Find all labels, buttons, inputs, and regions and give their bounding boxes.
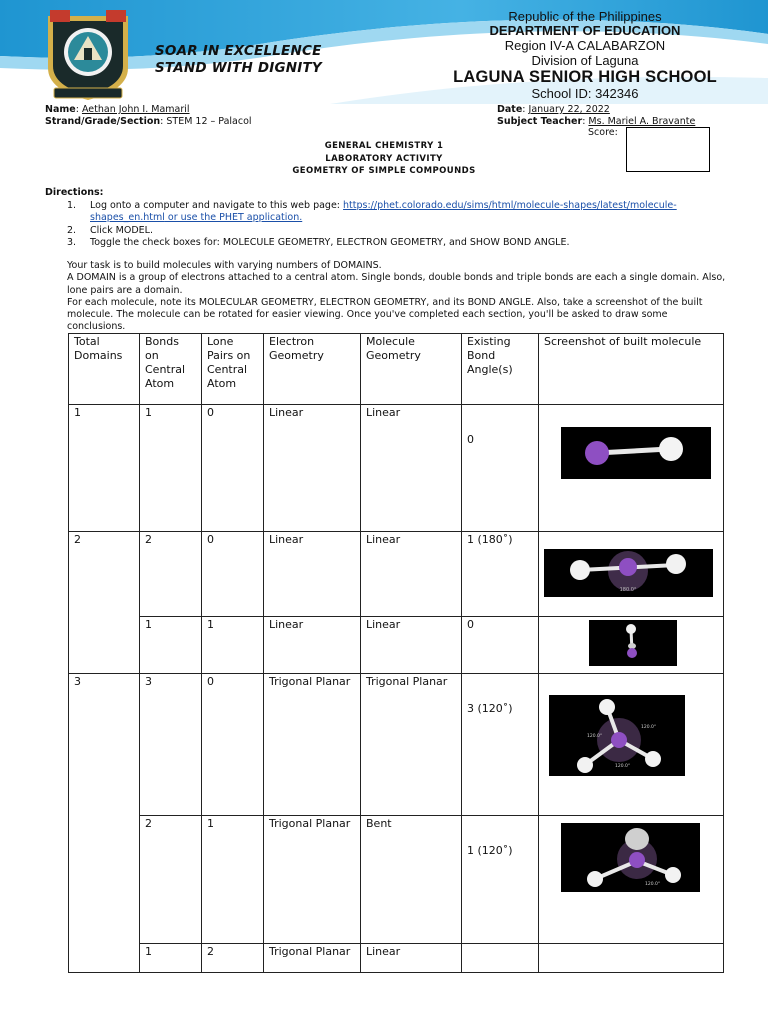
intro-text (67, 260, 727, 334)
title-line-1: GENERAL CHEMISTRY 1 (324, 141, 444, 151)
step1-text: Log onto a computer and navigate to this web page: (90, 199, 344, 211)
angle-value: 1 (180˚) (467, 533, 513, 546)
cell-screenshot (539, 944, 724, 973)
cell-angle (462, 944, 539, 973)
molecule-screenshot-3 (589, 620, 677, 666)
step1-suffix: or use the PHET application. (164, 212, 303, 223)
direction-step-1: 1. Log onto a computer and navigate to this web page: https://phet.colorado.edu/sims/html/molecule-shapes/latest/molecule-shapes_en.html or use the PHET application. (67, 199, 677, 223)
cell-screenshot (539, 405, 724, 532)
title-line-3: GEOMETRY OF SIMPLE COMPOUNDS (292, 166, 476, 176)
department-label: DEPARTMENT OF EDUCATION (489, 23, 681, 38)
name-label: Name (45, 104, 76, 115)
cell-electron: Trigonal Planar (264, 816, 361, 944)
step2-text: Click MODEL. (90, 224, 153, 236)
table-row (69, 674, 724, 816)
cell-electron: Trigonal Planar (264, 944, 361, 973)
teacher-line: Subject Teacher: Ms. Mariel A. Bravante (497, 116, 696, 127)
letterhead (0, 0, 768, 104)
cell-molecule: Linear (361, 405, 462, 532)
table-row (69, 532, 724, 617)
table-row (69, 617, 724, 674)
strand-label: Strand/Grade/Section (45, 116, 161, 127)
school-motto (155, 43, 322, 77)
cell-electron: Linear (264, 532, 361, 617)
directions-heading: Directions (45, 187, 100, 198)
angle-annotation: 120.0° (615, 764, 631, 769)
cell-molecule: Linear (361, 944, 462, 973)
intro-p1: Your task is to build molecules with varying numbers of DOMAINS. (67, 260, 382, 271)
direction-step-2: 2. Click MODEL. (67, 224, 153, 236)
cell-lone: 0 (202, 405, 264, 532)
molecule-screenshot-5 (561, 823, 700, 892)
cell-domains: 1 (69, 405, 140, 532)
angle-value: 1 (120˚) (467, 844, 513, 857)
molecule-screenshot-2 (544, 549, 713, 597)
name-value: Aethan John I. Mamaril (81, 104, 190, 115)
date-label: Date (497, 104, 523, 115)
cell-angle (462, 532, 539, 617)
score-label: Score: (588, 127, 618, 138)
cell-screenshot (539, 617, 724, 674)
header-electron-geometry: Electron Geometry (264, 334, 361, 405)
molecule-screenshot-1 (561, 427, 711, 479)
cell-lone: 2 (202, 944, 264, 973)
date-line: Date: January 22, 2022 (497, 104, 610, 115)
cell-angle (462, 816, 539, 944)
intro-p2: A DOMAIN is a group of electrons attached to a central atom. Single bonds, double bonds and triple bonds are each a single domain. Also, lone pairs are a domain. (67, 272, 726, 296)
cell-lone: 1 (202, 617, 264, 674)
name-line: Name: Aethan John I. Mamaril (45, 104, 190, 115)
angle-annotation: 180.0° (619, 587, 637, 593)
cell-angle (462, 617, 539, 674)
school-id: School ID: 342346 (531, 86, 639, 101)
angle-value: 3 (120˚) (467, 702, 513, 715)
header-bond-angle: Existing Bond Angle(s) (462, 334, 539, 405)
directions-list (45, 200, 735, 250)
strand-line: Strand/Grade/Section: STEM 12 – Palacol (45, 116, 252, 127)
cell-bonds: 1 (140, 944, 202, 973)
school-name: LAGUNA SENIOR HIGH SCHOOL (453, 68, 717, 86)
header-lone-pairs: Lone Pairs on Central Atom (202, 334, 264, 405)
table-row (69, 944, 724, 973)
step3-text: Toggle the check boxes for: MOLECULE GEOMETRY, ELECTRON GEOMETRY, and SHOW BOND ANGLE. (90, 237, 570, 248)
cell-electron: Linear (264, 617, 361, 674)
header-screenshot: Screenshot of built molecule (539, 334, 724, 405)
directions-section: Directions: 1. Log onto a computer and navigate to this web page: https://phet.colorado.edu/sims/html/molecule-shapes/latest/molecule-shapes_en.html or use the PHET application. 2. Click MODEL. 3. Toggle the check boxes for: MOLECULE GEOMETRY, ELECTRON GEOMETRY, and SHOW BOND ANGLE. (45, 187, 735, 250)
header-total-domains: Total Domains (69, 334, 140, 405)
cell-lone: 0 (202, 674, 264, 816)
strand-value: STEM 12 – Palacol (166, 116, 252, 127)
cell-bonds: 2 (140, 816, 202, 944)
cell-molecule: Trigonal Planar (361, 674, 462, 816)
header-molecule-geometry: Molecule Geometry (361, 334, 462, 405)
phet-link[interactable]: https://phet.colorado.edu/sims/html/molecule-shapes/latest/molecule-shapes_en.html (90, 199, 677, 223)
cell-molecule: Linear (361, 532, 462, 617)
date-value: January 22, 2022 (528, 104, 610, 115)
teacher-value: Ms. Mariel A. Bravante (588, 116, 696, 127)
table-row (69, 816, 724, 944)
cell-bonds: 1 (140, 405, 202, 532)
direction-step-3: 3. Toggle the check boxes for: MOLECULE GEOMETRY, ELECTRON GEOMETRY, and SHOW BOND ANGLE. (67, 237, 570, 248)
angle-value: 0 (467, 618, 474, 631)
division-label: Division of Laguna (531, 53, 639, 68)
table-row (69, 405, 724, 532)
domains-table (68, 333, 724, 973)
region-label: Region IV-A CALABARZON (504, 38, 666, 53)
title-line-2: LABORATORY ACTIVITY (325, 153, 443, 164)
molecule-screenshot-4 (549, 695, 685, 776)
motto-line-1: SOAR IN EXCELLENCE (155, 43, 322, 59)
cell-angle (462, 405, 539, 532)
cell-domains: 3 (69, 674, 140, 973)
intro-p3: For each molecule, note its MOLECULAR GEOMETRY, ELECTRON GEOMETRY, and its BOND ANGLE. Also, take a screenshot of the built molecule. The molecule can be rotated for easier viewing. Once you've completed each section, you'll be asked to draw some conclusions. (67, 296, 703, 333)
cell-molecule: Bent (361, 816, 462, 944)
deped-heading (420, 10, 750, 101)
activity-titles (0, 140, 768, 178)
cell-bonds: 2 (140, 532, 202, 617)
header-bonds: Bonds on Central Atom (140, 334, 202, 405)
cell-lone: 0 (202, 532, 264, 617)
cell-bonds: 1 (140, 617, 202, 674)
school-seal-icon (40, 8, 136, 102)
cell-screenshot (539, 674, 724, 816)
cell-bonds: 3 (140, 674, 202, 816)
cell-screenshot (539, 532, 724, 617)
angle-annotation: 120.0° (645, 882, 661, 887)
table-header-row (69, 334, 724, 405)
cell-angle (462, 674, 539, 816)
teacher-label: Subject Teacher (497, 116, 583, 127)
cell-domains: 2 (69, 532, 140, 674)
cell-lone: 1 (202, 816, 264, 944)
republic-label: Republic of the Philippines (508, 9, 662, 24)
cell-electron: Trigonal Planar (264, 674, 361, 816)
angle-annotation: 120.0° (587, 734, 603, 739)
cell-molecule: Linear (361, 617, 462, 674)
motto-line-2: STAND WITH DIGNITY (155, 60, 322, 76)
angle-annotation: 120.0° (641, 725, 657, 730)
cell-electron: Linear (264, 405, 361, 532)
cell-screenshot (539, 816, 724, 944)
angle-value: 0 (467, 433, 474, 446)
